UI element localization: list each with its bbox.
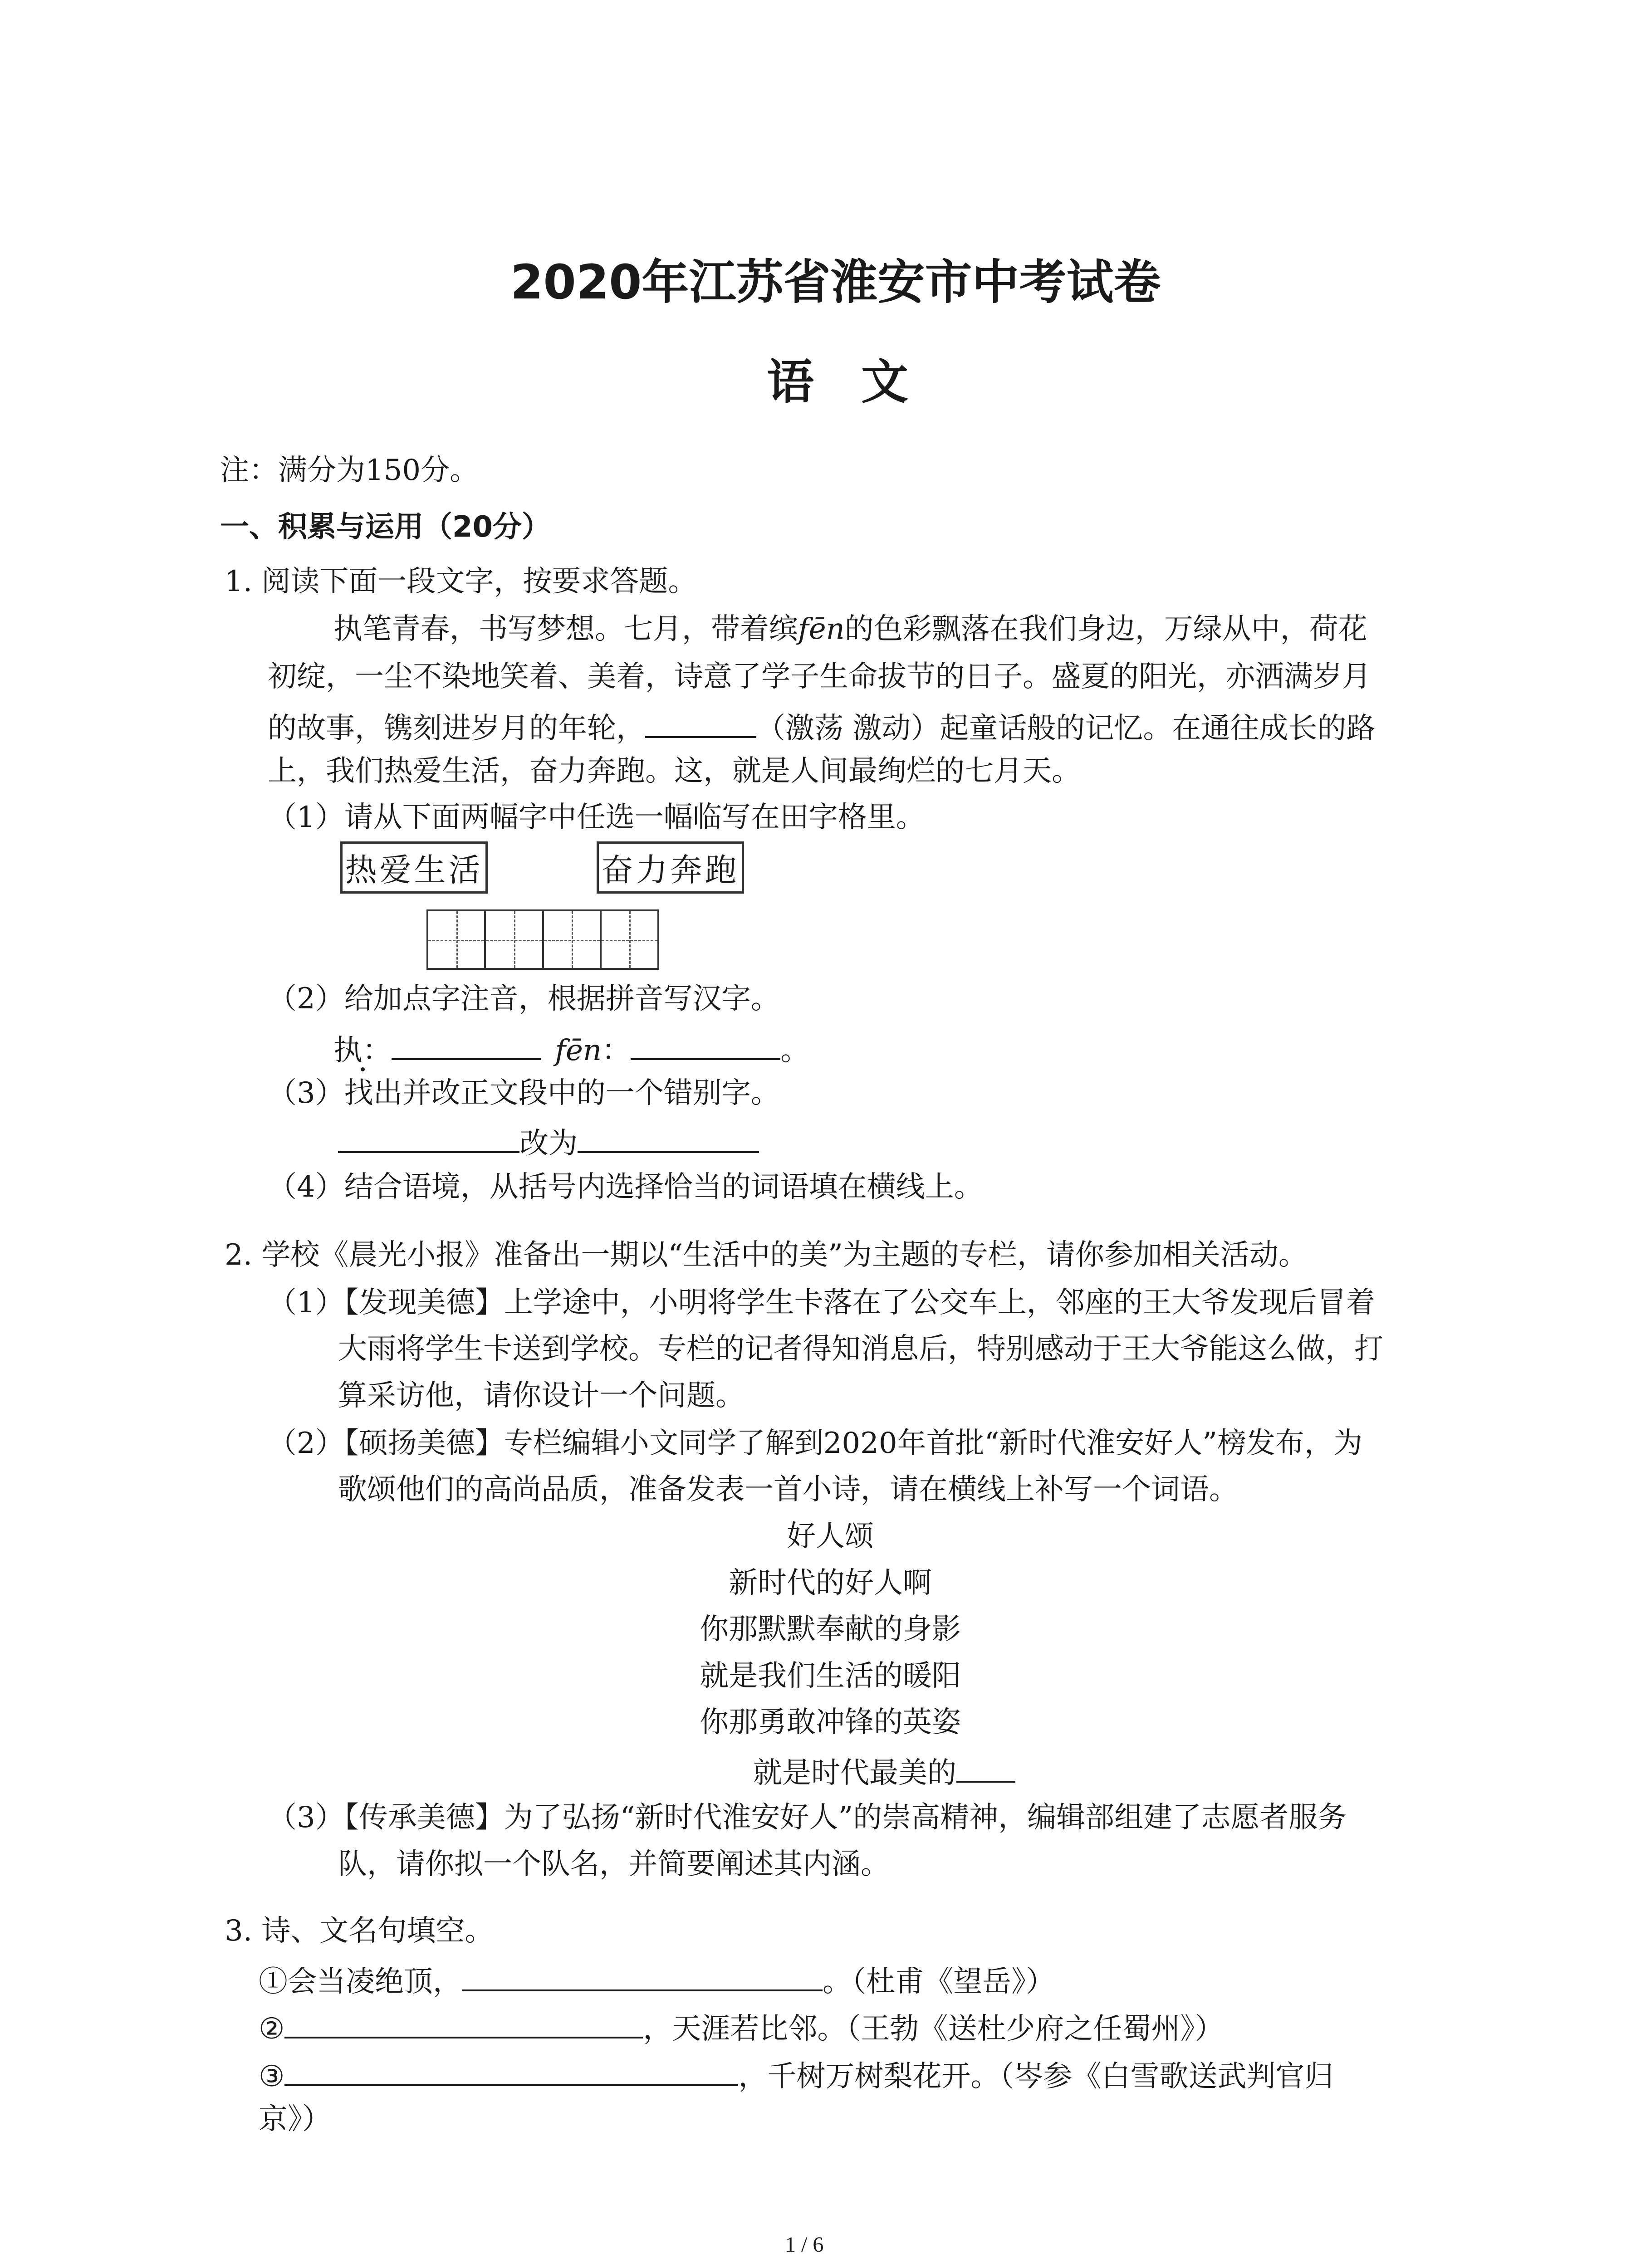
- q2-sub2-line2: 歌颂他们的高尚品质，准备发表一首小诗，请在横线上补写一个词语。: [338, 1473, 1238, 1506]
- poem-title: 好人颂: [787, 1520, 874, 1553]
- q1-passage-text: 的故事，镌刻进岁月的年轮，: [268, 712, 645, 745]
- poem-line: 你那勇敢冲锋的英姿: [700, 1706, 961, 1739]
- tianzige-cell[interactable]: [544, 911, 602, 968]
- q2-sub1-line2: 大雨将学生卡送到学校。专栏的记者得知消息后，特别感动于王大爷能这么做，打: [338, 1332, 1383, 1366]
- q3-item3-cont: 京》）: [259, 2102, 331, 2136]
- q1-passage-text: 初绽，一尘不染地笑着、美着，诗意了学子生命拔节的日子。盛夏的阳光，亦洒满岁月: [268, 660, 1371, 694]
- poem-line: 你那默默奉献的身影: [700, 1613, 961, 1646]
- q1-passage-line2: [268, 660, 1371, 694]
- q3-item3-text: ，千树万树梨花开。（岑参《白雪歌送武判官归: [738, 2060, 1334, 2093]
- tianzige-cell[interactable]: [428, 911, 486, 968]
- q1-passage-text: 执笔青春，书写梦想。七月，带着缤: [333, 612, 798, 646]
- q3-item2-text: ，天涯若比邻。（王勃《送杜少府之任蜀州》）: [643, 2012, 1224, 2046]
- q3-answer-blank-3[interactable]: [284, 2058, 738, 2086]
- q1-sub4: （4）结合语境，从括号内选择恰当的词语填在横线上。: [268, 1170, 983, 1204]
- poem-last-line: [753, 1755, 1015, 1788]
- q3-item2-marker: ②: [259, 2012, 285, 2046]
- q1-sub1: （1）请从下面两幅字中任选一幅临写在田字格里。: [268, 801, 925, 834]
- q1-sub2-answers: [333, 1032, 809, 1065]
- q3-item1: [259, 1963, 1055, 1999]
- calligraphy-sample-left: 热爱生活: [340, 841, 488, 894]
- answer-blank-zhi[interactable]: [392, 1032, 541, 1060]
- poem-answer-blank[interactable]: [956, 1755, 1015, 1783]
- pinyin-fen-label: fēn: [555, 1034, 602, 1067]
- q1-sub2: （2）给加点字注音，根据拼音写汉字。: [268, 982, 780, 1016]
- q1-passage-line4: [268, 754, 1081, 788]
- tianzige-grid[interactable]: [426, 909, 659, 970]
- subject-title: 语 文: [767, 354, 909, 410]
- q2-sub1-line3: 算采访他，请你设计一个问题。: [338, 1379, 745, 1413]
- q1-passage-text: 上，我们热爱生活，奋力奔跑。这，就是人间最绚烂的七月天。: [268, 754, 1081, 788]
- poem-line: 新时代的好人啊: [729, 1566, 932, 1600]
- q3-answer-blank-2[interactable]: [284, 2010, 643, 2038]
- q3-item2: [259, 2010, 1224, 2046]
- q1-sub3-answers: [338, 1125, 759, 1158]
- tianzige-cell[interactable]: [602, 911, 657, 968]
- q1-sub3: （3）找出并改正文段中的一个错别字。: [268, 1076, 780, 1110]
- score-note: 注：满分为150分。: [220, 454, 479, 487]
- q2-sub2-line1: （2）【硕扬美德】专栏编辑小文同学了解到2020年首批“新时代淮安好人”榜发布，为: [268, 1427, 1363, 1460]
- poem-line: 就是时代最美的: [753, 1756, 956, 1790]
- answer-blank-correct-char[interactable]: [578, 1125, 759, 1153]
- tianzige-cell[interactable]: [486, 911, 544, 968]
- q1-passage-line3: [268, 710, 1375, 743]
- answer-blank-fen[interactable]: [631, 1032, 780, 1060]
- period: 。: [780, 1034, 810, 1067]
- answer-blank-wrong-char[interactable]: [338, 1125, 519, 1153]
- change-to-label: 改为: [519, 1127, 578, 1160]
- q3-item3-marker: ③: [259, 2060, 285, 2093]
- q2-sub1-line1: （1）【发现美德】上学途中，小明将学生卡落在了公交车上，邻座的王大爷发现后冒着: [268, 1286, 1375, 1320]
- q3-item1-text: ①会当凌绝顶，: [259, 1965, 462, 1999]
- q1-stem: 1. 阅读下面一段文字，按要求答题。: [225, 565, 697, 598]
- pinyin-fen: fēn: [798, 612, 845, 646]
- q2-sub3-line2: 队，请你拟一个队名，并简要阐述其内涵。: [338, 1848, 890, 1881]
- colon: ：: [602, 1034, 631, 1067]
- q1-passage-text: （激荡 激动）起童话般的记忆。在通往成长的路: [756, 712, 1376, 745]
- exam-title: 2020年江苏省淮安市中考试卷: [510, 254, 1161, 310]
- q2-stem: 2. 学校《晨光小报》准备出一期以“生活中的美”为主题的专栏，请你参加相关活动。: [225, 1238, 1308, 1272]
- q3-item3: [259, 2058, 1333, 2091]
- q1-passage-line1: [333, 612, 1367, 646]
- section-heading: 一、积累与运用（20分）: [220, 510, 551, 544]
- answer-blank[interactable]: [645, 710, 756, 738]
- dotted-char-zhi: 执：: [333, 1034, 392, 1067]
- poem-line: 就是我们生活的暖阳: [700, 1659, 961, 1693]
- page-number: 1 / 6: [785, 2233, 824, 2257]
- q3-stem: 3. 诗、文名句填空。: [225, 1914, 494, 1948]
- q3-answer-blank-1[interactable]: [462, 1963, 823, 1991]
- q2-sub3-line1: （3）【传承美德】为了弘扬“新时代淮安好人”的崇高精神，编辑部组建了志愿者服务: [268, 1801, 1347, 1834]
- q1-passage-text: 的色彩飘落在我们身边，万绿从中，荷花: [844, 612, 1367, 646]
- calligraphy-sample-right: 奋力奔跑: [597, 841, 744, 894]
- q3-item1-source: 。（杜甫《望岳》）: [823, 1965, 1055, 1999]
